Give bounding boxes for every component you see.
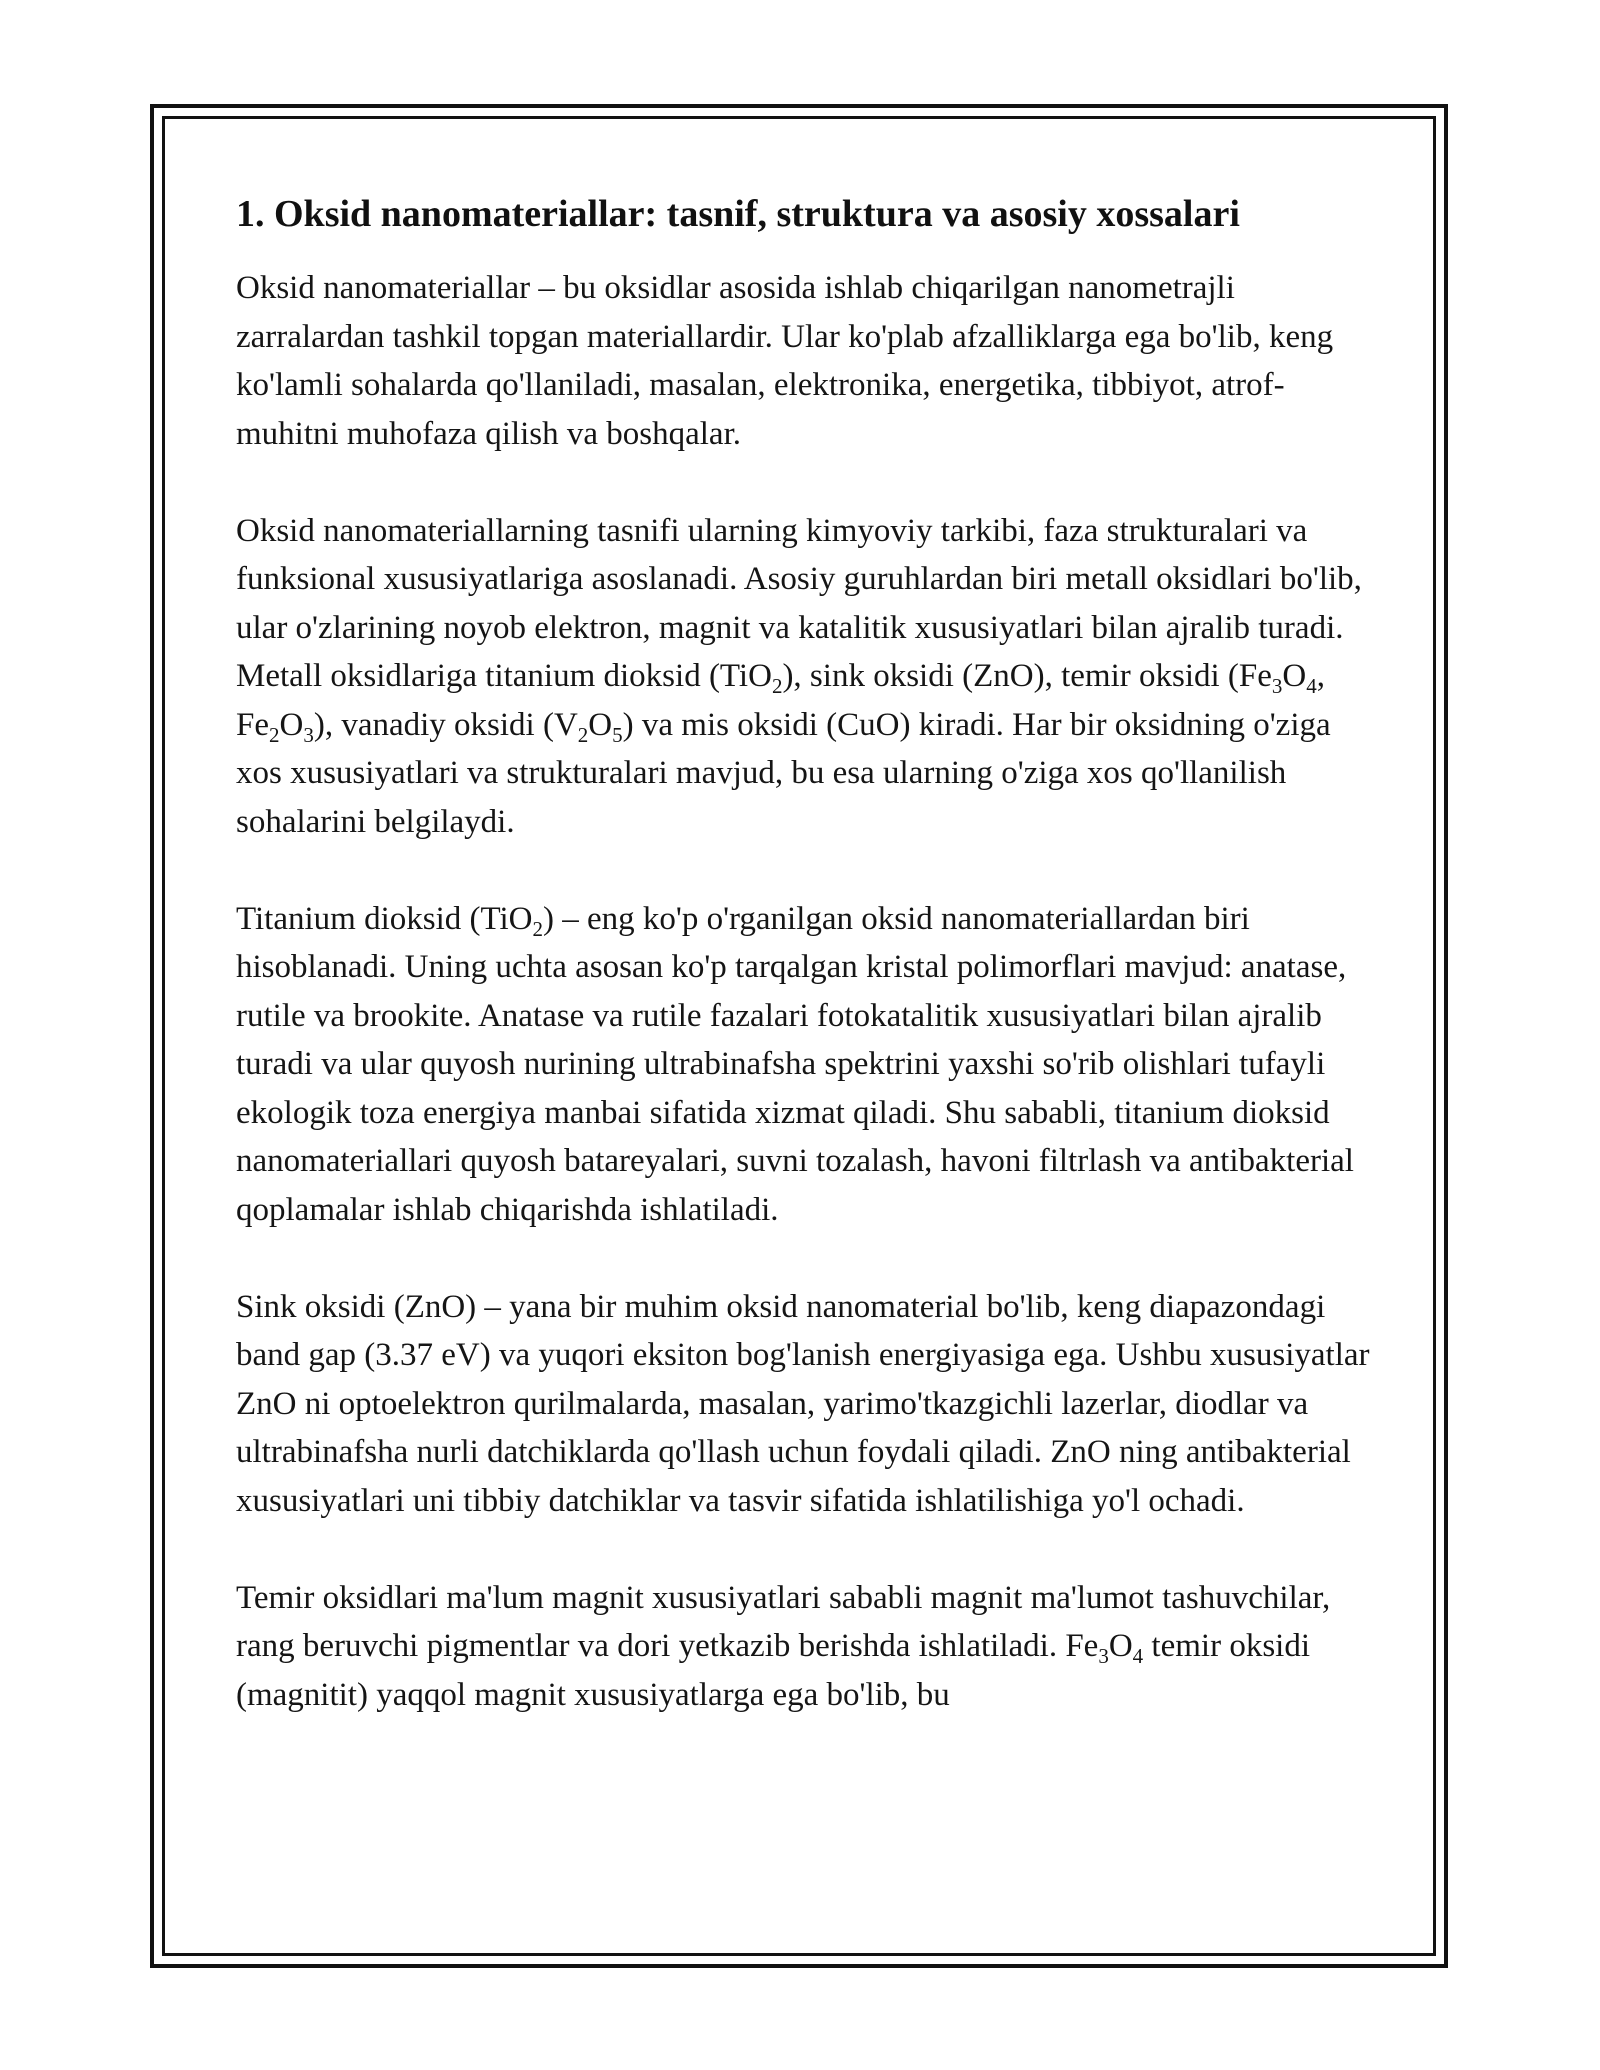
document-body (236, 186, 1376, 1768)
paragraph-titanium-dioxide: Titanium dioksid (TiO$_2$) – eng ko'p o'rganilgan oksid nanomateriallardan biri hisoblanadi. Uning uchta asosan ko'p tarqalgan kristal polimorflari mavjud: anatase, rutile va brookite. Anatase va rutile fazalari fotokatalitik xususiyatlari bilan ajralib turadi va ular quyosh nurining ultrabinafsha spektrini yaxshi so'rib olishlari tufayli ekologik toza energiya manbai sifatida xizmat qiladi. Shu sababli, titanium dioksid nanomateriallari quyosh batareyalari, suvni tozalash, havoni filtrlash va antibakterial qoplamalar ishlab chiqarishda ishlatiladi. (236, 900, 1354, 1228)
paragraph-iron-oxides: Temir oksidlari ma'lum magnit xususiyatlari sababli magnit ma'lumot tashuvchilar, rang beruvchi pigmentlar va dori yetkazib berishda ishlatiladi. $Fe_3O_4$ temir oksidi (magnitit) yaqqol magnit xususiyatlarga ega bo'lib, bu (236, 1579, 1331, 1713)
section-heading: 1. Oksid nanomateriallar: tasnif, struktura va asosiy xossalari (236, 193, 1240, 235)
paragraph-intro: Oksid nanomateriallar – bu oksidlar asosida ishlab chiqarilgan nanometrajli zarralardan tashkil topgan materiallardir. Ular ko'plab afzalliklarga ega bo'lib, keng ko'lamli sohalarda qo'llaniladi, masalan, elektronika, energetika, tibbiyot, atrof-muhitni muhofaza qilish va boshqalar. (236, 270, 1334, 452)
paragraph-zinc-oxide: Sink oksidi (ZnO) – yana bir muhim oksid nanomaterial bo'lib, keng diapazondagi band gap (3.37 eV) va yuqori eksiton bog'lanish energiyasiga ega. Ushbu xususiyatlar ZnO ni optoelektron qurilmalarda, masalan, yarimo'tkazgichli lazerlar, diodlar va ultrabinafsha nurli datchiklarda qo'llash uchun foydali qiladi. ZnO ning antibakterial xususiyatlari uni tibbiy datchiklar va tasvir sifatida ishlatilishiga yo'l ochadi. (236, 1288, 1370, 1519)
paragraph-classification: Oksid nanomateriallarning tasnifi ularning kimyoviy tarkibi, faza strukturalari va funksional xususiyatlariga asoslanadi. Asosiy guruhlardan biri metall oksidlari bo'lib, ular o'zlarining noyob elektron, magnit va katalitik xususiyatlari bilan ajralib turadi. Metall oksidlariga titanium dioksid (TiO$_2$), sink oksidi (ZnO), temir oksidi ($Fe_3O_4$, $Fe_2O_3$), vanadiy oksidi $(V_2O_5)$ va mis oksidi (CuO) kiradi. Har bir oksidning o'ziga xos xususiyatlari va strukturalari mavjud, bu esa ularning o'ziga xos qo'llanilish sohalarini belgilaydi. (236, 512, 1362, 840)
